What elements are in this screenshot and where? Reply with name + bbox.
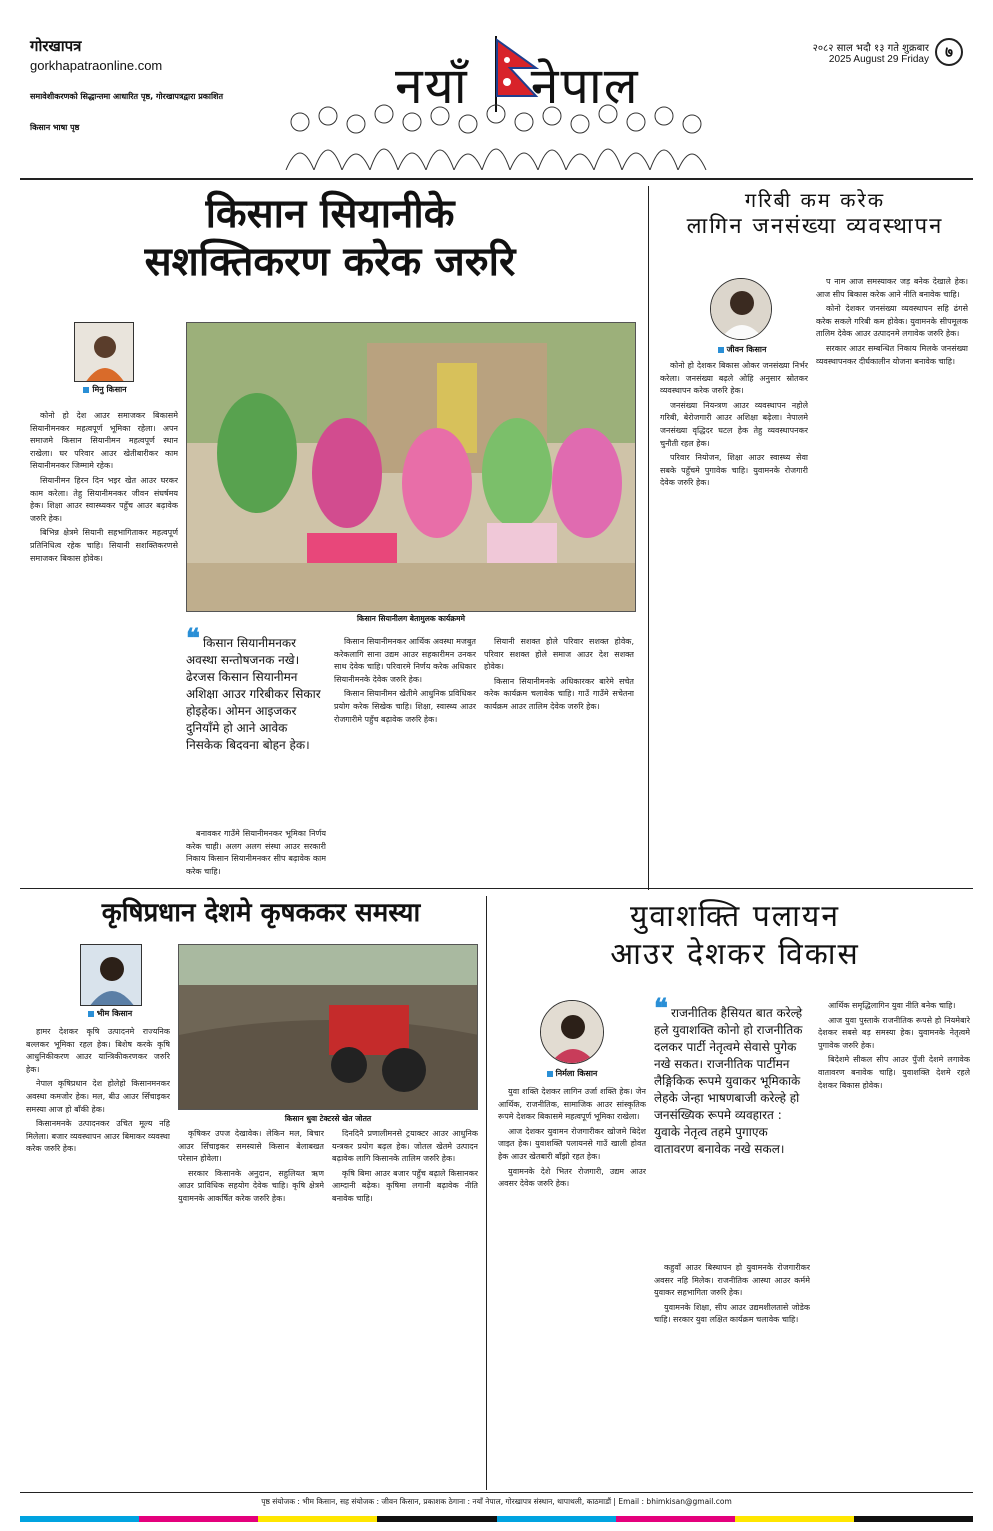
author-name: जीवन किसान — [726, 345, 767, 354]
byline-marker-icon — [718, 347, 724, 353]
article-2-headline-line1: गरिबी कम करेक — [744, 188, 886, 212]
article-2-col-1 — [660, 360, 808, 890]
article-2-col-2 — [816, 276, 968, 890]
quote-mark-icon: ❝ — [654, 994, 668, 1024]
article-4-headline-line1: युवाशक्ति पलायन — [630, 899, 840, 934]
byline-marker-icon — [83, 387, 89, 393]
date-nepali: २०८२ साल भदौ १३ गते शुक्रबार — [812, 43, 929, 54]
language-page-label: किसान भाषा पृष्ठ — [30, 123, 80, 133]
paragraph: कहुवाँ आउर बिस्थापन हो युवामनके रोजगारीकर अवसर नहि मिलेक। राजनीतिक आस्था आउर कर्ममे युवाकर सहभागिता जरुरि हेक। — [654, 1263, 810, 1298]
author-name: मिनु किसान — [92, 385, 127, 394]
author-byline-bhim — [60, 1008, 160, 1019]
article-1-col-4 — [484, 636, 634, 890]
paragraph: सरकार किसानके अनुदान, सहुलियत ऋण आउर प्राविधिक सहयोग देवेक चाहि। कृषि क्षेत्रमे युवामनके आकर्षित करेक जरुरि हेक। — [178, 1168, 324, 1203]
article-1-headline — [30, 190, 630, 286]
paragraph: किसान सियानीमनकर आर्थिक अवस्था मजबुत करेकलागि साना उद्यम आउर सहकारीमन उनकर साथ देवेक चाहि। परिवारमे निर्णय करेक अधिकार सियानीमनके देवेक जरुरि हेक। — [334, 637, 476, 684]
website-link[interactable]: gorkhapatraonline.com — [30, 58, 163, 73]
article-1-pullquote — [186, 624, 326, 754]
publication-name: गोरखापत्र — [30, 37, 82, 55]
article-3-col-2 — [178, 1128, 324, 1490]
tagline: समावेशीकरणको सिद्धान्तमा आधारित पृष्ठ, गोरखापत्रद्वारा प्रकाशित — [30, 92, 224, 101]
author-photo-bhim — [80, 944, 142, 1006]
paragraph: कृषिकर उपज देखावेक। लेकिन मल, बिचार आउर सिँचाइकर समस्यासे किसान बेलाबखत परेसान होवेला। — [178, 1129, 324, 1164]
paragraph: कोनो हो देश आउर समाजकर बिकासमे सियानीमनकर महत्वपूर्ण भूमिका रहेला। अपन समाजमे किसान सियानीमन महत्वपूर्ण स्थान राखेला। घर परिवार आउर खेतीबारीकर काम सियानीमनकर जिम्मामे रहेक। — [30, 411, 178, 471]
article-4-pullquote — [654, 994, 810, 1158]
author-byline-nirmala — [522, 1068, 622, 1079]
paragraph: किसान सियानीमनके अधिकारकर बारेमे सचेत करेक कार्यक्रम चलावेक चाहि। गाउँ गाउँमे सचेतना कार्यक्रम आउर तालिम देवेक जरुरि हेक। — [484, 676, 634, 711]
paragraph: परिवार नियोजन, शिक्षा आउर स्वास्थ्य सेवा सबके पहुँचमे पुगावेक चाहि। युवामनके रोजगारी देवेक जरुरि हेक। — [660, 453, 808, 488]
article-1-col-2 — [186, 828, 326, 890]
paragraph: कोनो देशकर जनसंख्या व्यवस्थापन सहि ढंगसे करेक सकले गरिबी कम होवेक। युवामनके सीपमूलक तालिम देवेक आउर उत्पादनमे लगावेक जरुरि हेक। — [816, 304, 968, 339]
article-3-headline: कृषिप्रधान देशमे कृषककर समस्या — [101, 898, 421, 928]
article-1-headline-line2: सशक्तिकरण करेक जरुरि — [144, 239, 516, 285]
quote-mark-icon: ❝ — [186, 624, 200, 654]
column-divider — [648, 186, 649, 890]
article-4-col-3 — [818, 1000, 970, 1490]
author-byline-jiban — [692, 344, 792, 355]
paragraph: युवामनके देशे भितर रोजगारी, उद्यम आउर अवसर देवेक जरुरि हेक। — [498, 1166, 646, 1189]
date-box — [699, 40, 929, 65]
author-photo-nirmala — [540, 1000, 604, 1064]
paragraph: दिनदिनै प्रणालीमनसे ट्रयाक्टर आउर आधुनिक यन्त्रकर प्रयोग बढ़ल हेक। जोतल खेतमे उत्पादन बढ़ावेक लागि किसानके तालिम जरुरि हेक। — [332, 1129, 478, 1164]
author-photo-jiban — [710, 278, 772, 340]
paragraph: किसानमनके उत्पादनकर उचित मूल्य नहि मिलेला। बजार व्यवस्थापन आउर बिमाकर व्यवस्था करेक जरुरि हेक। — [26, 1119, 170, 1154]
article-2-headline — [660, 188, 970, 241]
masthead-divider — [20, 178, 973, 180]
article-4-headline-line2: आउर देशकर विकास — [610, 936, 860, 972]
author-photo-minu — [74, 322, 134, 382]
paragraph: प नाम आज समस्याकर जड़ बनेक देखाले हेक। आज सीप बिकास करेक आने नीति बनावेक चाहि। — [816, 277, 968, 299]
article-4-col-2 — [654, 1262, 810, 1490]
author-byline-minu — [50, 384, 160, 395]
article-3-col-3 — [332, 1128, 478, 1490]
page-number-value: ७ — [935, 38, 963, 66]
paragraph: बिदेशमे सीकल सीप आउर पुँजी देशमे लगावेक वातावरण बनावेक चाहि। युवाशक्ति देशमे रहले देशकर बिकास होवेक। — [818, 1055, 970, 1090]
paragraph: बनावकर गाउँमे सियानीमनकर भूमिका निर्णय करेक चाही। अलग अलग संस्था आउर सरकारी निकाय किसान सियानीमनकर सीप बढ़ावेक काम करेक चाहि। — [186, 829, 326, 876]
paragraph: आर्थिक समृद्धिलागिन युवा नीति बनेक चाहि। — [828, 1001, 956, 1010]
article-4-headline — [500, 898, 970, 973]
pullquote-text: राजनीतिक हैसियत बात करेल्हे हले युवाशक्ति कोनो हो राजनीतिक दलकर पार्टी नेतृत्वमे सेवासे पुगेक नखे सकत। राजनीतिक पार्टीमन लैङ्गिकिक रूपमे युवाकर भूमिकाके लेहके जेन्हा भाषणबाजी करेल्हे हो जनसंख्यिक रूपमे व्यवहारत : युवाके नेतृत्व तहमे पुगाएक वातावरण बनावेक नखे सकल। — [654, 1006, 803, 1156]
nameplate-left: नयाँ — [395, 57, 469, 115]
footer-divider — [20, 1492, 973, 1493]
nameplate-right: नेपाल — [530, 57, 640, 115]
article-3-photo — [178, 944, 478, 1110]
crowd-illustration — [280, 100, 720, 170]
author-name: भीम किसान — [96, 1009, 133, 1018]
article-1-col-1 — [30, 410, 178, 890]
paragraph: सरकार आउर सम्बन्धित निकाय मिलके जनसंख्या व्यवस्थापनकर दीर्घकालीन योजना बनावेक चाहि। — [816, 343, 968, 366]
paragraph: युवा शक्ति देशकर लागिन उर्जा शक्ति हेक। जेन आर्थिक, राजनीतिक, सामाजिक आउर सांस्कृतिक रूपमे देशकर बिकासमे महत्वपूर्ण भूमिका राखेला। — [498, 1087, 646, 1122]
date-english: 2025 August 29 Friday — [828, 54, 929, 65]
byline-marker-icon — [547, 1071, 553, 1077]
article-3-col-1 — [26, 1026, 170, 1490]
paragraph: युवामनके शिक्षा, सीप आउर उद्यमशीलतासे जोडेक चाहि। सरकार युवा लक्षित कार्यक्रम चलावेक चाहि। — [654, 1302, 810, 1325]
byline-marker-icon — [88, 1011, 94, 1017]
paragraph: नेपाल कृषिप्रधान देश होलेहो किसानमनकर अवस्था कमजोर हेक। मल, बीउ आउर सिँचाइकर समस्या आज हो बाँकी हेक। — [26, 1079, 170, 1114]
paragraph: सियानी सशक्त होले परिवार सशक्त होवेक, परिवार सशक्त होले समाज आउर देश सशक्त होवेक। — [484, 637, 634, 672]
article-1-headline-line1: किसान सियानीके — [205, 191, 455, 237]
article-1-photo-caption: किसान सियानीलग बेतामुलक कार्यक्रममे — [356, 614, 466, 623]
article-4-col-1 — [498, 1086, 646, 1490]
pullquote-text: किसान सियानीमनकर अवस्था सन्तोषजनक नखे। ढेरजस किसान सियानीमन अशिक्षा आउर गरिबीकर सिकार होइहेक। ओमन आइजकर दुनियाँमे हो आने आवेक निसकेक बिदवना बोहन हेक। — [186, 636, 321, 752]
paragraph: सियानीमन हिरन दिन भइर खेत आउर घरकर काम करेला। तेहु सियानीमनकर जीवन संघर्षमय हेक। शिक्षा आउर स्वास्थ्यकर पहुँच आउर बढ़ावेक जरुरि हेक। — [30, 475, 178, 523]
masthead-left — [30, 36, 270, 133]
article-1-col-3 — [334, 636, 476, 890]
paragraph: जनसंख्या नियन्त्रण आउर व्यवस्थापन नहोले गरिबी, बेरोजगारी आउर अशिक्षा बढ़ेला। नेपालमे जनसंख्या वृद्धिदर घटल हेक तेहु व्यवस्थापनकर चुनौती रहल हेक। — [660, 400, 808, 448]
page-number — [935, 38, 963, 66]
column-divider — [486, 896, 487, 1490]
article-3-photo-caption: किसान धुवा टेक्टरसे खेत जोतत — [284, 1114, 372, 1123]
paragraph: आज देशकर युवामन रोजगारीकर खोजमे बिदेश जाइत हेक। युवाशक्ति पलायनसे गाउँ खाली होवत हेक आउर खेतबारी बाँझो रहत हेक। — [498, 1126, 646, 1161]
article-1-photo — [186, 322, 636, 612]
paragraph: कोनो हो देशकर बिकास ओकर जनसंख्या निर्भर करेला। जनसंख्या बढ़ले ओहि अनुसार स्रोतकर व्यवस्थापन करेक जरुरि हेक। — [660, 361, 808, 396]
footer-credits: पृष्ठ संयोजक : भीम किसान, सह संयोजक : जीवन किसान, प्रकाशक ठेगाना : नयाँ नेपाल, गोरखापत्र संस्थान, थापाथली, काठमाडौं | Email : bhimkisan@gmail.com — [261, 1497, 732, 1506]
paragraph: बिभिन्न क्षेत्रमे सियानी सहभागिताकर महत्वपूर्ण प्रतिनिधित्व रहेक चाहि। सियानी सशक्तिकरणसे समाजकर बिकास होवेक। — [30, 528, 178, 563]
paragraph: आज युवा पुस्ताके राजनीतिक रूपसे हो नियमेबारे देशकर सबसे बड़ समस्या हेक। युवामनके नेतृत्वमे पुगावेक जरुरि हेक। — [818, 1015, 970, 1050]
author-name: निर्मला किसान — [555, 1069, 598, 1078]
paragraph: हामर देशकर कृषि उत्पादनमे राज्यनिक बल्लकर भूमिका रहल हेक। बिशेष करके कृषि आधुनिकीकरण आउर यान्त्रिकीकरणकर जरुरि हेक। — [26, 1027, 170, 1074]
section-divider — [20, 888, 973, 889]
article-2-headline-line2: लागिन जनसंख्या व्यवस्थापन — [686, 214, 944, 239]
print-color-bar — [20, 1516, 973, 1522]
paragraph: कृषि बिमा आउर बजार पहुँच बढ़ाले किसानकर आम्दानी बढ़ेक। कृषिमा लगानी बढ़ावेक नीति बनावेक चाहि। — [332, 1168, 478, 1203]
paragraph: किसान सियानीमन खेतीमे आधुनिक प्रविधिकर प्रयोग करेक सिखेक चाहि। शिक्षा, स्वास्थ्य आउर रोजगारीमे पहुँच बढ़ावेक जरुरि हेक। — [334, 689, 476, 724]
